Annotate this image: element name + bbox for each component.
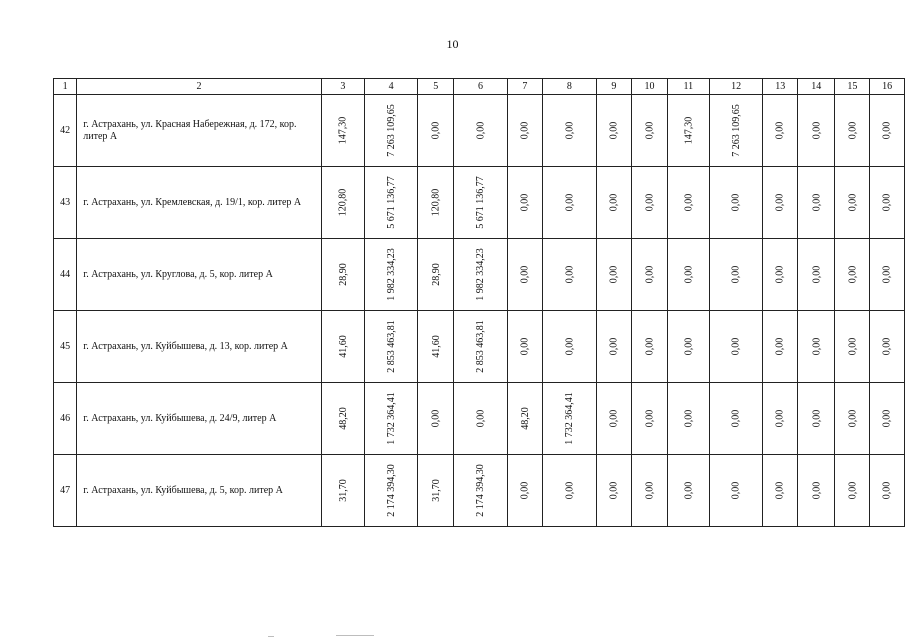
value-text: 1 732 364,41 (385, 392, 397, 445)
value-cell-col-4 (364, 455, 418, 527)
value-text: 0,00 (881, 121, 893, 140)
value-cell-col-3 (321, 167, 364, 239)
header-cell-11: 11 (667, 79, 709, 95)
value-text: 0,00 (810, 337, 822, 356)
value-text: 0,00 (774, 193, 786, 212)
value-cell-col-12 (709, 95, 763, 167)
value-cell-col-16 (870, 167, 905, 239)
value-cell-col-10 (632, 167, 668, 239)
value-text: 0,00 (730, 193, 742, 212)
value-text: 0,00 (774, 409, 786, 428)
value-cell-col-3 (321, 95, 364, 167)
header-cell-16: 16 (870, 79, 905, 95)
value-text: 0,00 (881, 481, 893, 500)
value-cell-col-11 (667, 95, 709, 167)
value-cell-col-5 (418, 383, 454, 455)
value-cell-col-9 (596, 311, 632, 383)
table-row (54, 95, 905, 167)
address-cell: г. Астрахань, ул. Куйбышева, д. 13, кор. литер А (77, 311, 322, 383)
table-row (54, 383, 905, 455)
value-text: 0,00 (563, 265, 575, 284)
value-text: 0,00 (846, 337, 858, 356)
value-cell-col-9 (596, 239, 632, 311)
value-text: 0,00 (608, 481, 620, 500)
value-cell-col-3 (321, 455, 364, 527)
value-cell-col-4 (364, 311, 418, 383)
value-cell-col-9 (596, 383, 632, 455)
header-cell-2: 2 (77, 79, 322, 95)
value-text: 0,00 (730, 337, 742, 356)
header-cell-13: 13 (763, 79, 798, 95)
header-cell-8: 8 (543, 79, 597, 95)
table-row (54, 455, 905, 527)
value-cell-col-8 (543, 383, 597, 455)
value-cell-col-13 (763, 95, 798, 167)
header-cell-9: 9 (596, 79, 632, 95)
row-number: 46 (54, 383, 77, 455)
header-row (54, 79, 905, 95)
header-cell-14: 14 (798, 79, 835, 95)
value-text: 0,00 (881, 337, 893, 356)
value-cell-col-7 (507, 455, 542, 527)
value-text: 0,00 (643, 193, 655, 212)
value-cell-col-16 (870, 455, 905, 527)
value-cell-col-6 (454, 167, 508, 239)
value-text: 31,70 (337, 479, 349, 502)
value-cell-col-10 (632, 383, 668, 455)
header-cell-10: 10 (632, 79, 668, 95)
value-text: 2 174 394,30 (475, 464, 487, 517)
value-cell-col-13 (763, 455, 798, 527)
value-cell-col-11 (667, 455, 709, 527)
value-text: 48,20 (337, 407, 349, 430)
value-text: 0,00 (730, 409, 742, 428)
value-text: 0,00 (730, 265, 742, 284)
scan-artifact (268, 636, 274, 637)
value-cell-col-14 (798, 455, 835, 527)
value-cell-col-10 (632, 95, 668, 167)
value-cell-col-12 (709, 383, 763, 455)
value-text: 0,00 (774, 121, 786, 140)
value-text: 0,00 (563, 121, 575, 140)
value-text: 0,00 (730, 481, 742, 500)
value-cell-col-15 (835, 95, 870, 167)
value-cell-col-7 (507, 95, 542, 167)
value-cell-col-16 (870, 311, 905, 383)
header-cell-5: 5 (418, 79, 454, 95)
value-cell-col-9 (596, 455, 632, 527)
value-cell-col-13 (763, 383, 798, 455)
value-cell-col-8 (543, 239, 597, 311)
value-cell-col-16 (870, 95, 905, 167)
value-text: 0,00 (846, 265, 858, 284)
value-cell-col-7 (507, 239, 542, 311)
value-text: 0,00 (608, 121, 620, 140)
value-text: 1 982 334,23 (385, 248, 397, 301)
value-cell-col-16 (870, 239, 905, 311)
value-text: 0,00 (608, 193, 620, 212)
value-text: 0,00 (846, 481, 858, 500)
value-text: 7 263 109,65 (385, 104, 397, 157)
value-text: 2 174 394,30 (385, 464, 397, 517)
header-cell-12: 12 (709, 79, 763, 95)
value-cell-col-4 (364, 239, 418, 311)
value-cell-col-7 (507, 383, 542, 455)
value-cell-col-6 (454, 311, 508, 383)
address-cell: г. Астрахань, ул. Круглова, д. 5, кор. литер А (77, 239, 322, 311)
value-text: 0,00 (643, 481, 655, 500)
value-text: 0,00 (881, 409, 893, 428)
header-cell-3: 3 (321, 79, 364, 95)
value-text: 0,00 (682, 337, 694, 356)
value-cell-col-14 (798, 311, 835, 383)
value-cell-col-8 (543, 311, 597, 383)
value-cell-col-13 (763, 311, 798, 383)
value-text: 0,00 (881, 265, 893, 284)
value-text: 0,00 (519, 193, 531, 212)
value-text: 0,00 (846, 193, 858, 212)
address-cell: г. Астрахань, ул. Куйбышева, д. 24/9, литер А (77, 383, 322, 455)
value-text: 0,00 (682, 409, 694, 428)
value-text: 0,00 (563, 193, 575, 212)
value-text: 0,00 (774, 265, 786, 284)
value-cell-col-6 (454, 455, 508, 527)
value-text: 147,30 (337, 116, 349, 145)
header-cell-15: 15 (835, 79, 870, 95)
value-text: 0,00 (608, 265, 620, 284)
header-cell-4: 4 (364, 79, 418, 95)
value-cell-col-12 (709, 167, 763, 239)
value-text: 0,00 (475, 121, 487, 140)
value-text: 0,00 (643, 337, 655, 356)
value-text: 0,00 (563, 337, 575, 356)
row-number: 43 (54, 167, 77, 239)
table-row (54, 311, 905, 383)
value-cell-col-11 (667, 311, 709, 383)
value-cell-col-9 (596, 167, 632, 239)
value-cell-col-4 (364, 167, 418, 239)
value-cell-col-8 (543, 455, 597, 527)
value-cell-col-11 (667, 383, 709, 455)
value-text: 0,00 (519, 121, 531, 140)
value-text: 0,00 (643, 265, 655, 284)
value-cell-col-5 (418, 167, 454, 239)
value-cell-col-15 (835, 239, 870, 311)
value-cell-col-14 (798, 383, 835, 455)
value-cell-col-8 (543, 167, 597, 239)
value-text: 5 671 136,77 (475, 176, 487, 229)
value-text: 0,00 (682, 481, 694, 500)
value-cell-col-12 (709, 239, 763, 311)
value-text: 0,00 (608, 337, 620, 356)
header-cell-6: 6 (454, 79, 508, 95)
value-text: 28,90 (430, 263, 442, 286)
value-text: 0,00 (774, 481, 786, 500)
value-text: 0,00 (563, 481, 575, 500)
address-cell: г. Астрахань, ул. Кремлевская, д. 19/1, кор. литер А (77, 167, 322, 239)
value-text: 0,00 (846, 121, 858, 140)
value-text: 0,00 (430, 121, 442, 140)
value-cell-col-15 (835, 383, 870, 455)
value-cell-col-14 (798, 167, 835, 239)
page-number: 10 (446, 37, 459, 51)
value-text: 0,00 (810, 481, 822, 500)
header-cell-1: 1 (54, 79, 77, 95)
value-text: 0,00 (810, 409, 822, 428)
row-number: 45 (54, 311, 77, 383)
value-cell-col-4 (364, 95, 418, 167)
value-text: 0,00 (519, 481, 531, 500)
value-text: 0,00 (810, 265, 822, 284)
register-table (53, 78, 905, 527)
value-text: 5 671 136,77 (385, 176, 397, 229)
value-cell-col-11 (667, 167, 709, 239)
address-cell: г. Астрахань, ул. Куйбышева, д. 5, кор. литер А (77, 455, 322, 527)
value-text: 0,00 (810, 193, 822, 212)
value-cell-col-3 (321, 383, 364, 455)
value-text: 7 263 109,65 (730, 104, 742, 157)
value-text: 0,00 (430, 409, 442, 428)
value-cell-col-5 (418, 455, 454, 527)
row-number: 44 (54, 239, 77, 311)
value-cell-col-6 (454, 95, 508, 167)
value-text: 0,00 (774, 337, 786, 356)
value-text: 0,00 (643, 121, 655, 140)
value-cell-col-7 (507, 167, 542, 239)
value-cell-col-5 (418, 311, 454, 383)
value-text: 0,00 (643, 409, 655, 428)
value-cell-col-14 (798, 95, 835, 167)
value-cell-col-12 (709, 311, 763, 383)
value-cell-col-6 (454, 383, 508, 455)
address-cell: г. Астрахань, ул. Красная Набережная, д. 172, кор. литер А (77, 95, 322, 167)
value-text: 0,00 (608, 409, 620, 428)
value-text: 0,00 (682, 193, 694, 212)
value-text: 0,00 (682, 265, 694, 284)
value-cell-col-5 (418, 95, 454, 167)
value-text: 41,60 (430, 335, 442, 358)
value-text: 0,00 (881, 193, 893, 212)
scan-artifact (336, 635, 374, 636)
value-cell-col-8 (543, 95, 597, 167)
header-cell-7: 7 (507, 79, 542, 95)
value-text: 120,80 (430, 188, 442, 217)
value-cell-col-15 (835, 455, 870, 527)
value-text: 48,20 (519, 407, 531, 430)
value-text: 0,00 (519, 265, 531, 284)
value-text: 31,70 (430, 479, 442, 502)
value-cell-col-3 (321, 239, 364, 311)
value-text: 2 853 463,81 (385, 320, 397, 373)
table-row (54, 167, 905, 239)
value-cell-col-13 (763, 239, 798, 311)
value-text: 1 982 334,23 (475, 248, 487, 301)
value-cell-col-10 (632, 239, 668, 311)
value-cell-col-3 (321, 311, 364, 383)
value-cell-col-14 (798, 239, 835, 311)
value-text: 1 732 364,41 (563, 392, 575, 445)
value-text: 28,90 (337, 263, 349, 286)
value-text: 120,80 (337, 188, 349, 217)
row-number: 47 (54, 455, 77, 527)
value-cell-col-13 (763, 167, 798, 239)
value-text: 0,00 (475, 409, 487, 428)
value-text: 0,00 (519, 337, 531, 356)
value-cell-col-6 (454, 239, 508, 311)
value-text: 0,00 (846, 409, 858, 428)
value-cell-col-15 (835, 311, 870, 383)
value-cell-col-12 (709, 455, 763, 527)
value-cell-col-9 (596, 95, 632, 167)
value-cell-col-5 (418, 239, 454, 311)
value-text: 2 853 463,81 (475, 320, 487, 373)
value-cell-col-16 (870, 383, 905, 455)
value-cell-col-7 (507, 311, 542, 383)
value-cell-col-10 (632, 455, 668, 527)
row-number: 42 (54, 95, 77, 167)
value-text: 147,30 (682, 116, 694, 145)
value-cell-col-10 (632, 311, 668, 383)
value-cell-col-4 (364, 383, 418, 455)
table-row (54, 239, 905, 311)
value-text: 0,00 (810, 121, 822, 140)
value-cell-col-11 (667, 239, 709, 311)
value-text: 41,60 (337, 335, 349, 358)
value-cell-col-15 (835, 167, 870, 239)
